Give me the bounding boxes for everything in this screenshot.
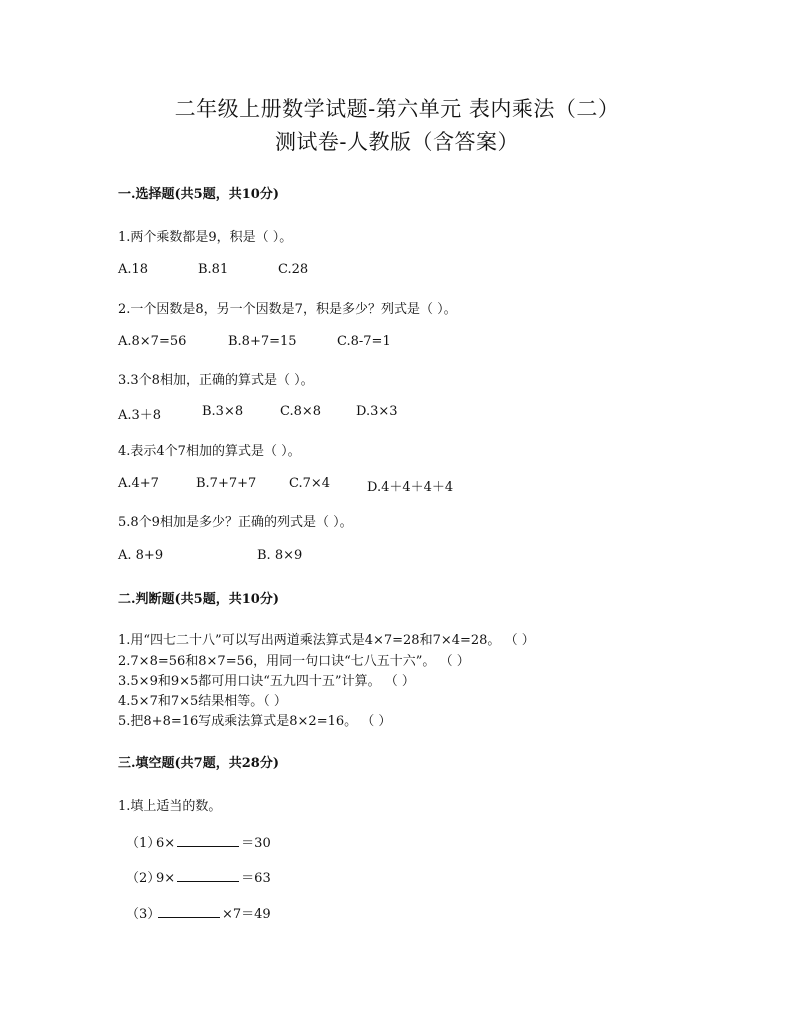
choice-question-1: 1.两个乘数都是9，积是（ ）。 bbox=[118, 230, 293, 245]
fill-item-label: （2） bbox=[126, 871, 161, 886]
choice-5-option-a: A. 8+9 bbox=[118, 548, 164, 563]
answer-blank[interactable] bbox=[158, 905, 220, 918]
judge-question-2: 2.7×8=56和8×7=56，用同一句口诀“七八五十六”。 （ ） bbox=[118, 654, 470, 669]
choice-2-option-a: A.8×7=56 bbox=[118, 334, 187, 349]
section-judge-heading: 二.判断题(共5题，共10分) bbox=[118, 592, 279, 607]
choice-4-option-b: B.7+7+7 bbox=[196, 476, 257, 491]
choice-4-option-c: C.7×4 bbox=[289, 476, 331, 491]
judge-question-5: 5.把8+8=16写成乘法算式是8×2=16。 （ ） bbox=[118, 714, 392, 729]
title-line-2: 测试卷-人教版（含答案） bbox=[274, 130, 520, 154]
fill-item-3 bbox=[126, 903, 271, 922]
judge-question-4: 4.5×7和7×5结果相等。（ ） bbox=[118, 694, 287, 709]
fill-item-right: ＝30 bbox=[241, 836, 271, 851]
choice-question-2: 2.一个因数是8，另一个因数是7，积是多少？列式是（ ）。 bbox=[118, 302, 457, 317]
section-fill-heading: 三.填空题(共7题，共28分) bbox=[118, 756, 279, 771]
choice-1-option-b: B.81 bbox=[198, 262, 229, 277]
choice-question-5: 5.8个9相加是多少？正确的列式是（ ）。 bbox=[118, 515, 353, 530]
choice-1-option-a: A.18 bbox=[118, 262, 149, 277]
choice-3-option-d: D.3×3 bbox=[356, 404, 398, 419]
choice-5-option-b: B. 8×9 bbox=[257, 548, 303, 563]
choice-3-option-c: C.8×8 bbox=[280, 404, 322, 419]
judge-question-1: 1.用“四七二十八”可以写出两道乘法算式是4×7=28和7×4=28。 （ ） bbox=[118, 633, 535, 648]
choice-3-option-a: A.3＋8 bbox=[118, 408, 162, 423]
section-choice-heading: 一.选择题(共5题，共10分) bbox=[118, 187, 279, 202]
choice-1-option-c: C.28 bbox=[278, 262, 309, 277]
fill-item-left: 6× bbox=[156, 836, 176, 851]
fill-item-left: 9× bbox=[156, 871, 176, 886]
choice-3-option-b: B.3×8 bbox=[202, 404, 244, 419]
answer-blank[interactable] bbox=[177, 869, 239, 882]
fill-item-label: （1） bbox=[126, 836, 161, 851]
choice-question-4: 4.表示4个7相加的算式是（ ）。 bbox=[118, 444, 301, 459]
choice-4-option-d: D.4＋4＋4＋4 bbox=[367, 480, 454, 495]
choice-2-option-b: B.8+7=15 bbox=[228, 334, 297, 349]
fill-item-2 bbox=[126, 867, 271, 886]
fill-item-right: ×7＝49 bbox=[222, 907, 271, 922]
fill-item-label: （3） bbox=[126, 907, 161, 922]
judge-question-3: 3.5×9和9×5都可用口诀“五九四十五”计算。 （ ） bbox=[118, 674, 415, 689]
answer-blank[interactable] bbox=[177, 834, 239, 847]
fill-question-1: 1.填上适当的数。 bbox=[118, 799, 222, 814]
title-line-1: 二年级上册数学试题-第六单元 表内乘法（二） bbox=[174, 97, 620, 121]
choice-2-option-c: C.8-7=1 bbox=[337, 334, 391, 349]
choice-4-option-a: A.4+7 bbox=[118, 476, 159, 491]
fill-item-1 bbox=[126, 832, 271, 851]
choice-question-3: 3.3个8相加，正确的算式是（ ）。 bbox=[118, 373, 314, 388]
fill-item-right: ＝63 bbox=[241, 871, 271, 886]
